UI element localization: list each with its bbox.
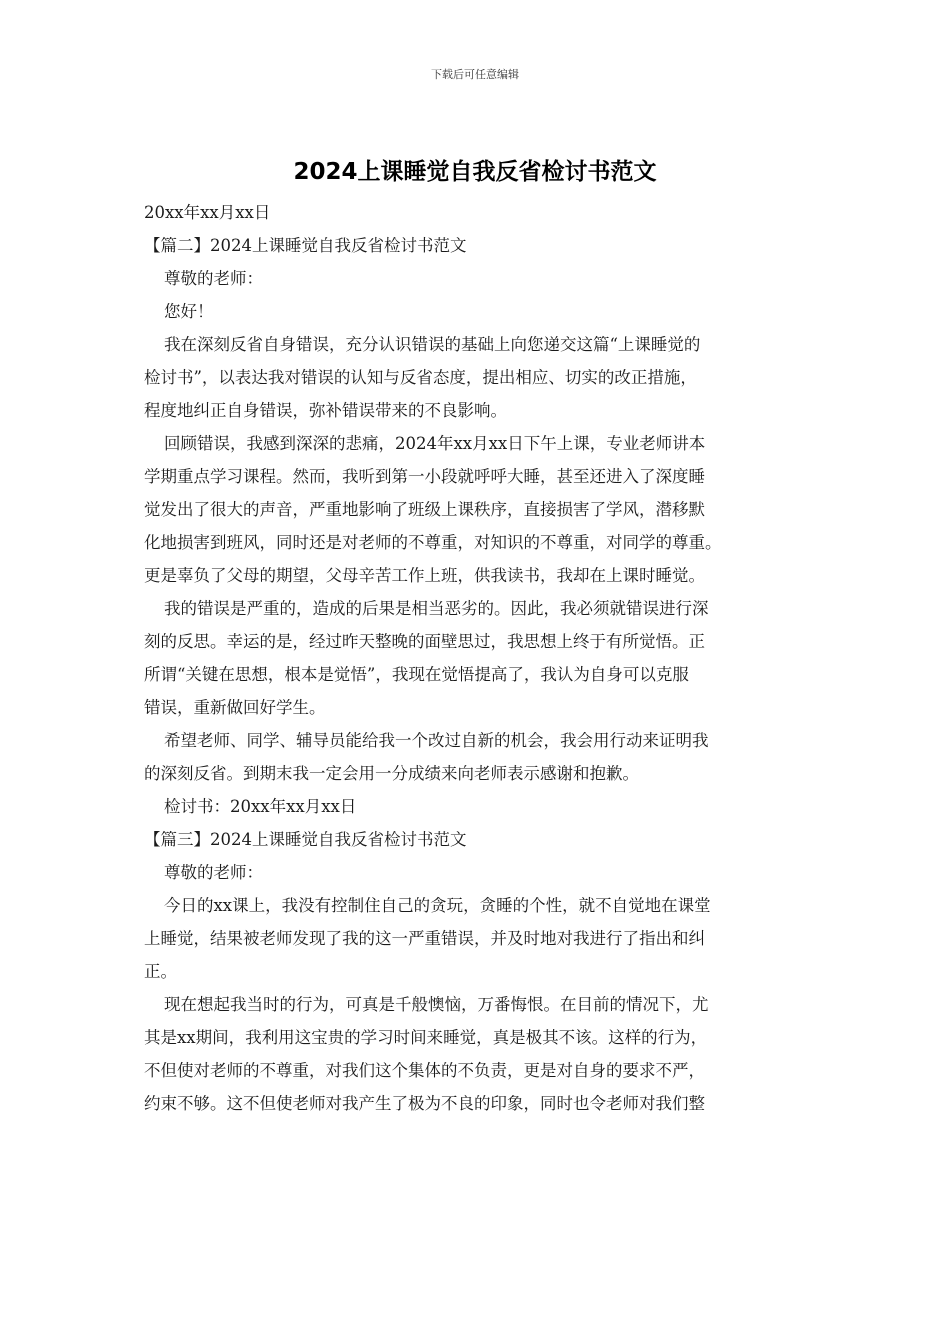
paragraph-line: 更是辜负了父母的期望，父母辛苦工作上班，供我读书，我却在上课时睡觉。 — [144, 566, 705, 585]
paragraph-line: 回顾错误，我感到深深的悲痛，2024年xx月xx日下午上课，专业老师讲本 — [164, 434, 706, 453]
paragraph-line: 学期重点学习课程。然而，我听到第一小段就呼呼大睡，甚至还进入了深度睡 — [144, 467, 705, 486]
section-heading-3: 【篇三】2024上课睡觉自我反省检讨书范文 — [144, 830, 467, 849]
header-note: 下载后可任意编辑 — [431, 68, 519, 81]
paragraph-3 — [144, 592, 816, 724]
paragraph-line: 希望老师、同学、辅导员能给我一个改过自新的机会，我会用行动来证明我 — [164, 731, 709, 750]
document-body — [144, 196, 816, 1120]
paragraph-line: 正。 — [144, 962, 177, 981]
paragraph-line: 所谓“关键在思想，根本是觉悟”，我现在觉悟提高了，我认为自身可以克服 — [144, 665, 689, 684]
paragraph-line: 化地损害到班风，同时还是对老师的不尊重，对知识的不尊重，对同学的尊重。 — [144, 533, 722, 552]
paragraph-line: 错误，重新做回好学生。 — [144, 698, 326, 717]
paragraph-line: 觉发出了很大的声音，严重地影响了班级上课秩序，直接损害了学风，潜移默 — [144, 500, 705, 519]
greeting: 您好！ — [164, 302, 214, 321]
paragraph-line: 检讨书”，以表达我对错误的认知与反省态度，提出相应、切实的改正措施， — [144, 368, 697, 387]
signoff-line: 检讨书：20xx年xx月xx日 — [164, 797, 357, 816]
salutation: 尊敬的老师： — [164, 863, 263, 882]
paragraph-line: 其是xx期间，我利用这宝贵的学习时间来睡觉，真是极其不该。这样的行为， — [144, 1028, 708, 1047]
paragraph-line: 程度地纠正自身错误，弥补错误带来的不良影响。 — [144, 401, 507, 420]
paragraph-line: 不但使对老师的不尊重，对我们这个集体的不负责，更是对自身的要求不严， — [144, 1061, 705, 1080]
paragraph-line: 刻的反思。幸运的是，经过昨天整晚的面壁思过，我思想上终于有所觉悟。正 — [144, 632, 705, 651]
paragraph-line: 今日的xx课上，我没有控制住自己的贪玩，贪睡的个性，就不自觉地在课堂 — [164, 896, 711, 915]
paragraph-line: 我的错误是严重的，造成的后果是相当恶劣的。因此，我必须就错误进行深 — [164, 599, 709, 618]
section-heading-2: 【篇二】2024上课睡觉自我反省检讨书范文 — [144, 236, 467, 255]
paragraph-line: 现在想起我当时的行为，可真是千般懊恼，万番悔恨。在目前的情况下，尤 — [164, 995, 709, 1014]
paragraph-4 — [144, 724, 816, 790]
salutation: 尊敬的老师： — [164, 269, 263, 288]
date-line: 20xx年xx月xx日 — [144, 203, 271, 222]
document-title: 2024上课睡觉自我反省检讨书范文 — [293, 159, 657, 185]
paragraph-6 — [144, 988, 816, 1120]
paragraph-1 — [144, 328, 816, 427]
paragraph-2 — [144, 427, 816, 592]
paragraph-line: 约束不够。这不但使老师对我产生了极为不良的印象，同时也令老师对我们整 — [144, 1094, 705, 1113]
paragraph-5 — [144, 889, 816, 988]
paragraph-line: 我在深刻反省自身错误，充分认识错误的基础上向您递交这篇“上课睡觉的 — [164, 335, 701, 354]
paragraph-line: 上睡觉，结果被老师发现了我的这一严重错误，并及时地对我进行了指出和纠 — [144, 929, 705, 948]
paragraph-line: 的深刻反省。到期末我一定会用一分成绩来向老师表示感谢和抱歉。 — [144, 764, 639, 783]
